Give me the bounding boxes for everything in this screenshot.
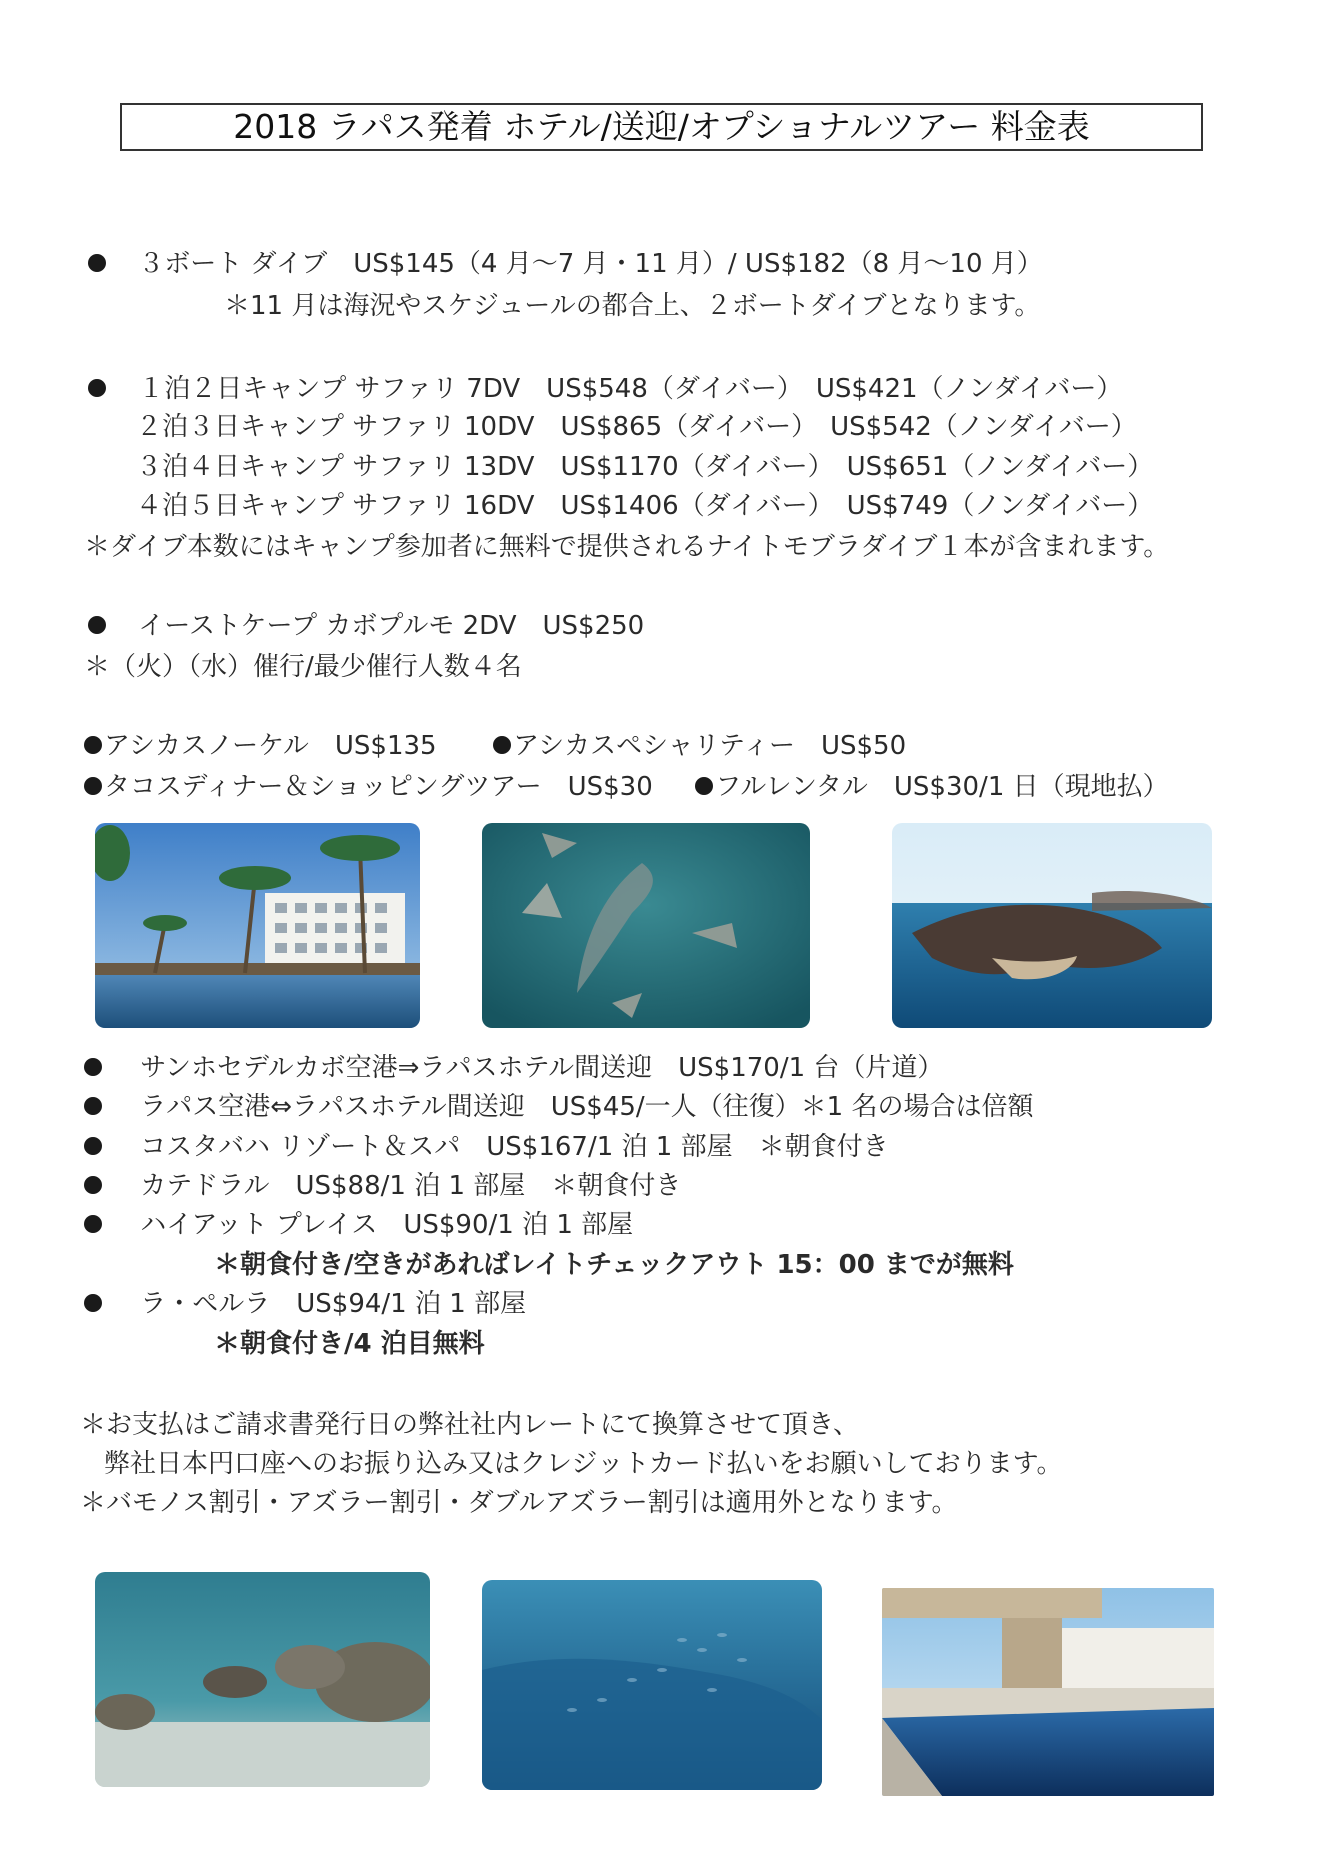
dive-line [88, 248, 1043, 280]
hotel-row-text: ハイアット プレイス US$90/1 泊 1 部屋 [140, 1210, 634, 1240]
camp-row-2: ２泊３日キャンプ サファリ 10DV US$865（ダイバー） US$542（ノンダイバー） [136, 412, 1137, 442]
bullet-icon [695, 777, 713, 795]
camp-row-text: １泊２日キャンプ サファリ 7DV US$548（ダイバー） US$421（ノンダイバー） [138, 374, 1123, 404]
page-title: 2018 ラパス発着 ホテル/送迎/オプショナルツアー 料金表 [120, 103, 1203, 151]
bullet-icon [84, 1294, 102, 1312]
photo-hotel-pool [95, 823, 420, 1028]
hotel-row-3 [84, 1131, 889, 1163]
hotel-row-text: サンホセデルカボ空港⇒ラパスホテル間送迎 US$170/1 台（片道） [140, 1053, 944, 1083]
photo-fish-school [482, 1580, 822, 1790]
option-sealion-snorkel: アシカスノーケル US$135 [104, 731, 437, 761]
eastcape-line [88, 610, 644, 642]
eastcape-note: ＊（火）（水）催行/最少催行人数４名 [84, 652, 522, 682]
bullet-icon [84, 1215, 102, 1233]
option-full-rental: フルレンタル US$30/1 日（現地払） [715, 772, 1169, 802]
photo-whale-shark [482, 823, 810, 1028]
hotel-row-6-note: ＊朝食付き/4 泊目無料 [214, 1329, 485, 1359]
bullet-icon [88, 379, 106, 397]
payment-note-2: 弊社日本円口座へのお振り込み又はクレジットカード払いをお願いしております。 [104, 1449, 1063, 1479]
discount-note: ＊バモノス割引・アズラー割引・ダブルアズラー割引は適用外となります。 [80, 1488, 958, 1518]
hotel-row-5 [84, 1209, 633, 1241]
bullet-icon [84, 1137, 102, 1155]
dive-price-text: ３ボート ダイブ US$145（4 月～7 月・11 月）/ US$182（8 月～10 月） [138, 249, 1043, 279]
payment-note-1: ＊お支払はご請求書発行日の弊社社内レートにて換算させて頂き、 [80, 1410, 859, 1440]
bullet-icon [84, 736, 102, 754]
hotel-row-text: ラ・ペルラ US$94/1 泊 1 部屋 [140, 1289, 527, 1319]
option-tacos-tour: タコスディナー＆ショッピングツアー US$30 [104, 772, 653, 802]
hotel-row-5-note: ＊朝食付き/空きがあればレイトチェックアウト 15：00 までが無料 [214, 1250, 1014, 1280]
camp-row-4: ４泊５日キャンプ サファリ 16DV US$1406（ダイバー） US$749（ノンダイバー） [136, 491, 1154, 521]
options-row-1 [84, 730, 906, 762]
hotel-row-4 [84, 1170, 681, 1202]
bullet-icon [84, 1176, 102, 1194]
hotel-row-2 [84, 1091, 1033, 1123]
hotel-row-text: コスタバハ リゾート＆スパ US$167/1 泊 1 部屋 ＊朝食付き [140, 1132, 889, 1162]
dive-note: ＊11 月は海況やスケジュールの都合上、２ボートダイブとなります。 [224, 291, 1041, 321]
bullet-icon [84, 1058, 102, 1076]
hotel-row-text: カテドラル US$88/1 泊 1 部屋 ＊朝食付き [140, 1171, 682, 1201]
options-row-2 [84, 771, 1169, 803]
bullet-icon [84, 1097, 102, 1115]
camp-row-3: ３泊４日キャンプ サファリ 13DV US$1170（ダイバー） US$651（ノンダイバー） [136, 452, 1154, 482]
eastcape-text: イーストケープ カボプルモ 2DV US$250 [138, 611, 645, 641]
bullet-icon [88, 254, 106, 272]
hotel-row-text: ラパス空港⇔ラパスホテル間送迎 US$45/一人（往復）＊1 名の場合は倍額 [140, 1092, 1034, 1122]
camp-note: ＊ダイブ本数にはキャンプ参加者に無料で提供されるナイトモブラダイブ１本が含まれます。 [84, 532, 1170, 562]
photo-island-aerial [892, 823, 1212, 1028]
bullet-icon [88, 616, 106, 634]
bullet-icon [84, 777, 102, 795]
option-sealion-specialty: アシカスペシャリティー US$50 [513, 731, 907, 761]
hotel-row-1 [84, 1052, 943, 1084]
camp-row-1 [88, 373, 1122, 405]
hotel-row-6 [84, 1288, 526, 1320]
photo-rooftop-pool [882, 1588, 1214, 1796]
photo-sea-lion [95, 1572, 430, 1787]
bullet-icon [493, 736, 511, 754]
